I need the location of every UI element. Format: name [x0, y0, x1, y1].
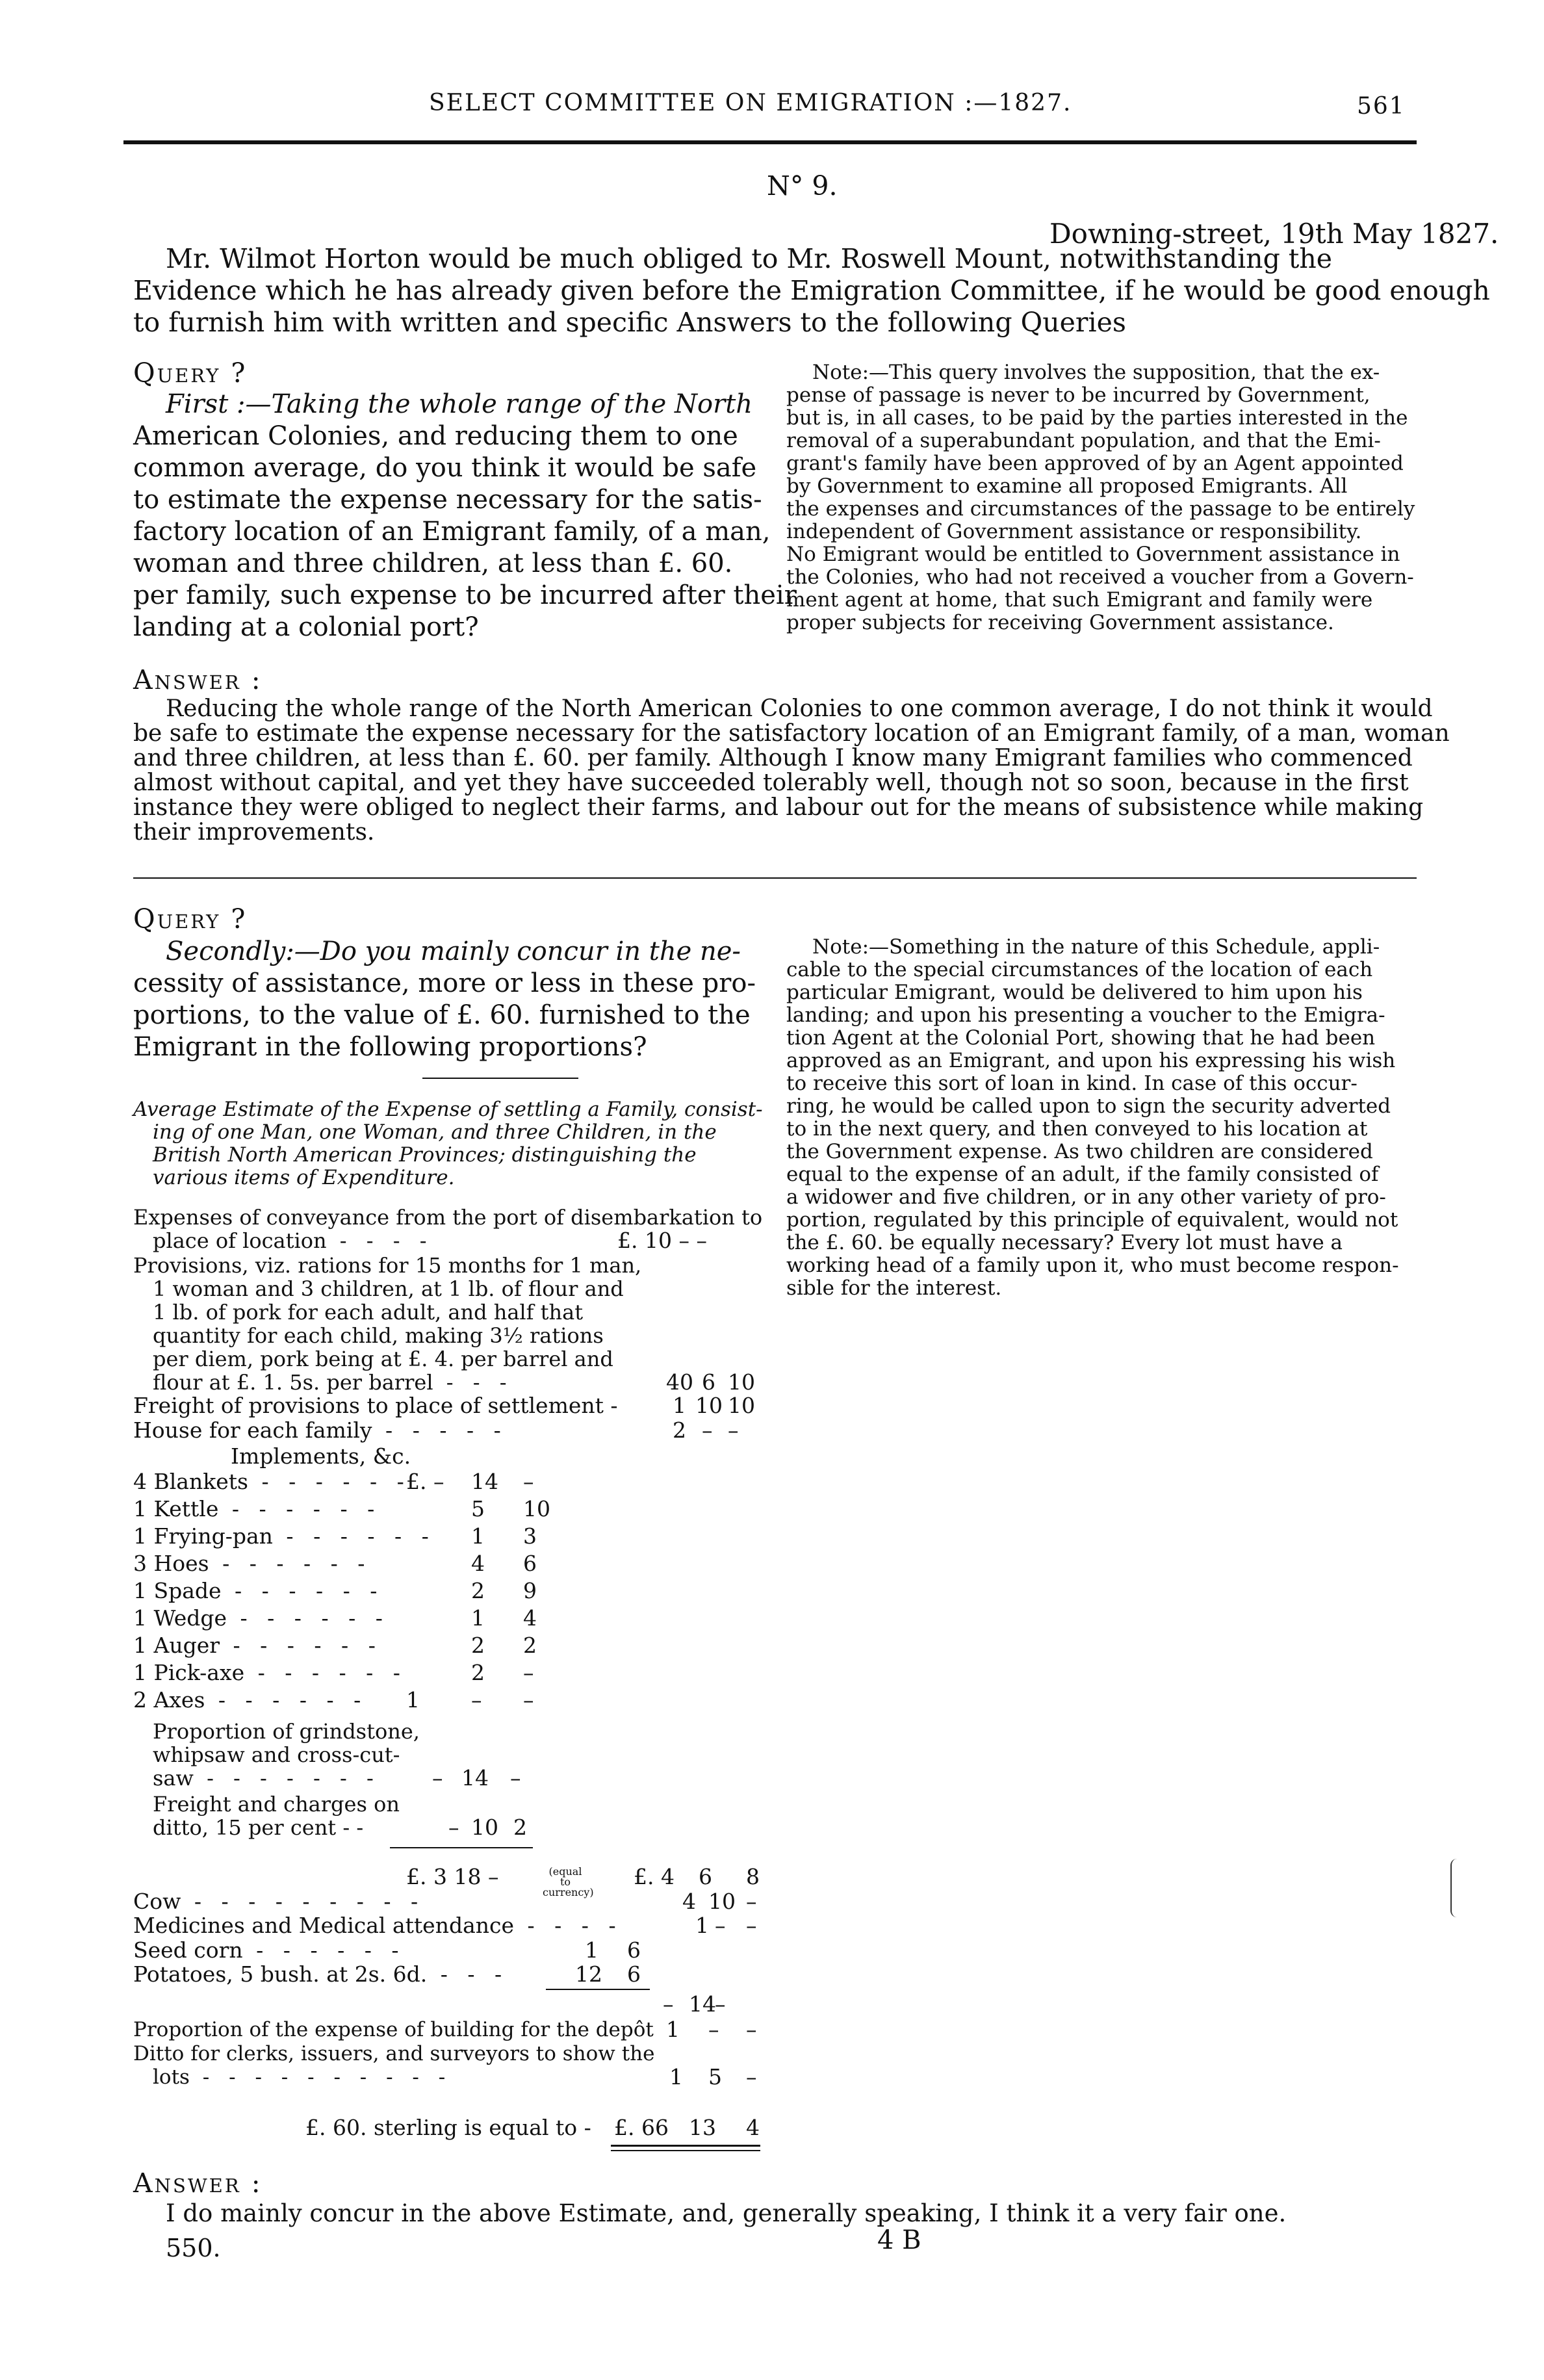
- answer-1-line: and three children, at less than £. 60. per family. Although I know many Emigrant families who commenced: [133, 745, 1413, 771]
- note-line: the Colonies, who had not received a voucher from a Govern-: [786, 565, 1414, 589]
- provisions-line: per diem, pork being at £. 4. per barrel and: [153, 1347, 613, 1371]
- provisions-line: Provisions, viz. rations for 15 months for 1 man,: [133, 1253, 642, 1278]
- freight-charges-line: ditto, 15 per cent - -: [153, 1815, 364, 1840]
- implement-amount-d: –: [523, 1660, 534, 1685]
- provisions-line: quantity for each child, making 3½ rations: [153, 1323, 604, 1348]
- footer-number: 550.: [166, 2234, 221, 2262]
- seed-total-pounds: –: [663, 1991, 674, 2017]
- answer-2-text: I do mainly concur in the above Estimate, and, generally speaking, I think it a very fair one.: [166, 2199, 1287, 2227]
- freight-provisions-pounds: 1: [673, 1393, 686, 1418]
- depot-pence: –: [746, 2017, 757, 2042]
- clerks-line: Ditto for clerks, issuers, and surveyors to show the: [133, 2042, 655, 2065]
- freight-charges-label: ditto, 15 per cent: [153, 1815, 337, 1840]
- note-line: particular Emigrant, would be delivered to him upon his: [786, 981, 1363, 1004]
- note-line: to receive this sort of loan in kind. In case of this occur-: [786, 1072, 1357, 1095]
- implement-amount-s: 4: [471, 1551, 485, 1576]
- intro-line: to furnish him with written and specific Answers to the following Queries: [133, 307, 1126, 338]
- freight-charges-line: Freight and charges on: [153, 1792, 400, 1817]
- estimate-heading-line: ing of one Man, one Woman, and three Children, in the: [153, 1120, 717, 1144]
- query-1-note: [786, 361, 1417, 634]
- note-line: the Government expense. As two children are considered: [786, 1140, 1373, 1163]
- clerks-line: lots - - - - - - - - - -: [153, 2065, 452, 2089]
- subtotal-currency-pence: 8: [746, 1864, 760, 1889]
- implement-amount-l: £. –: [406, 1469, 444, 1494]
- query-1-line: landing at a colonial port?: [133, 612, 479, 642]
- query-2-line: Emigrant in the following proportions?: [133, 1032, 647, 1062]
- freight-provisions-label: Freight of provisions to place of settlement: [133, 1393, 604, 1418]
- implement-row: 4 Blankets - - - - - -: [133, 1469, 411, 1494]
- grindstone-line: whipsaw and cross-cut-: [153, 1742, 400, 1767]
- answer-1-line: be safe to estimate the expense necessary for the satisfactory location of an Emigrant family, of a man, woman: [133, 720, 1450, 747]
- clerks-pounds: 1: [669, 2064, 683, 2089]
- implement-amount-d: 2: [523, 1633, 537, 1658]
- estimate-heading: [133, 1098, 763, 1189]
- implement-row: 1 Pick-axe - - - - - -: [133, 1660, 407, 1685]
- implement-amount-l: 1: [406, 1687, 420, 1713]
- note-line: No Emigrant would be entitled to Government assistance in: [786, 543, 1400, 566]
- query-1-label: Query ?: [133, 357, 248, 389]
- header-rule: [123, 140, 1417, 144]
- implement-row: 3 Hoes - - - - - -: [133, 1551, 372, 1576]
- clerks-pence: –: [746, 2064, 757, 2089]
- seed-rule: [546, 1989, 650, 1990]
- note-line: proper subjects for receiving Government assistance.: [786, 611, 1334, 634]
- seed-corn-row: Seed corn - - - - - -: [133, 1937, 405, 1963]
- note-line: pense of passage is never to be incurred by Government,: [786, 383, 1370, 407]
- answer-1-line: Reducing the whole range of the North American Colonies to one common average, I do not think it would: [166, 695, 1433, 722]
- query-2-note: [786, 936, 1417, 1300]
- query-1-line: to estimate the expense necessary for the satis-: [133, 485, 762, 515]
- query-2-label: Query ?: [133, 903, 248, 935]
- freight-charges-item: [153, 1792, 400, 1839]
- grindstone-line: saw - - - - - - -: [153, 1766, 380, 1791]
- note-line: Note:—This query involves the supposition, that the ex-: [812, 361, 1380, 384]
- medicines-row: Medicines and Medical attendance - - - -: [133, 1913, 623, 1938]
- implement-amount-s: 1: [471, 1523, 485, 1549]
- freight-charges-pence: 2: [513, 1815, 527, 1840]
- conveyance-line: place of location - - - -: [153, 1228, 433, 1253]
- subtotal-equal-note: (equal to currency): [543, 1865, 594, 1898]
- implement-label: 1 Pick-axe: [133, 1660, 245, 1685]
- note-line: ment agent at home, that such Emigrant and family were: [786, 588, 1373, 612]
- implement-label: 3 Hoes: [133, 1551, 209, 1576]
- estimate-heading-line: British North American Provinces; distinguishing the: [153, 1143, 697, 1167]
- note-line: cable to the special circumstances of the location of each: [786, 958, 1373, 981]
- query-1-line: factory location of an Emigrant family, of a man,: [133, 517, 771, 547]
- note-line: the expenses and circumstances of the passage to be entirely: [786, 497, 1415, 521]
- note-line: portion, regulated by this principle of equivalent, would not: [786, 1208, 1398, 1232]
- conveyance-amount: £. 10 – –: [617, 1228, 707, 1253]
- provisions-item: [133, 1254, 641, 1394]
- total-rule: [611, 2145, 760, 2147]
- cow-label: Cow: [133, 1889, 181, 1914]
- note-line: landing; and upon his presenting a voucher to the Emigra-: [786, 1003, 1385, 1027]
- subtotal-rule: [390, 1847, 533, 1848]
- conveyance-label: place of location: [153, 1228, 327, 1253]
- query-2-text: [133, 936, 764, 1063]
- note-line: but is, in all cases, to be paid by the parties interested in the: [786, 406, 1408, 430]
- subtotal-sterling: £. 3 18 –: [406, 1864, 499, 1889]
- depot-shillings: –: [708, 2017, 719, 2042]
- freight-charges-shillings: 10: [471, 1815, 498, 1840]
- grindstone-label: saw: [153, 1766, 194, 1791]
- page-number: 561: [1357, 93, 1406, 120]
- implement-row: 1 Frying-pan - - - - - -: [133, 1523, 435, 1549]
- seed-total-shillings: 14: [689, 1991, 716, 2017]
- note-line: ring, he would be called upon to sign the security adverted: [786, 1094, 1391, 1118]
- cow-row: Cow - - - - - - - - -: [133, 1889, 425, 1914]
- medicines-pounds: 1: [695, 1913, 709, 1938]
- document-number: N° 9.: [767, 170, 838, 201]
- total-shillings: 13: [689, 2115, 716, 2140]
- medicines-pence: –: [746, 1913, 757, 1938]
- query-1-text: [133, 389, 797, 643]
- clerks-item: [133, 2042, 654, 2089]
- provisions-pounds: 40: [666, 1369, 693, 1395]
- margin-mark: [1450, 1859, 1463, 1917]
- answer-1-text: [133, 695, 1450, 846]
- running-header: SELECT COMMITTEE ON EMIGRATION :—1827.: [429, 90, 1072, 116]
- implement-label: 4 Blankets: [133, 1469, 248, 1494]
- date-line: Downing-street, 19th May 1827.: [1049, 218, 1499, 250]
- intro-line: Mr. Wilmot Horton would be much obliged to Mr. Roswell Mount, notwithstanding the: [166, 243, 1333, 274]
- implement-amount-d: 6: [523, 1551, 537, 1576]
- implement-amount-s: 5: [471, 1496, 485, 1521]
- implement-label: 1 Frying-pan: [133, 1523, 273, 1549]
- grindstone-shillings: 14: [461, 1765, 489, 1791]
- freight-provisions-row: Freight of provisions to place of settlement -: [133, 1393, 618, 1418]
- house-shillings: –: [702, 1417, 713, 1443]
- query-2-line: cessity of assistance, more or less in these pro-: [133, 968, 756, 998]
- seed-corn-shillings: 1: [585, 1937, 598, 1963]
- implement-amount-d: –: [523, 1687, 534, 1713]
- note-line: Note:—Something in the nature of this Schedule, appli-: [812, 935, 1380, 959]
- seed-corn-label: Seed corn: [133, 1937, 243, 1963]
- implement-row: 1 Auger - - - - - -: [133, 1633, 382, 1658]
- note-line: a widower and five children, or in any other variety of pro-: [786, 1185, 1386, 1209]
- query-1-line: First :—Taking the whole range of the North: [166, 389, 753, 419]
- note-line: approved as an Emigrant, and upon his expressing his wish: [786, 1049, 1396, 1072]
- query-1-line: woman and three children, at less than £. 60.: [133, 549, 733, 578]
- signature-mark: 4 B: [877, 2225, 921, 2255]
- grindstone-pence: –: [510, 1765, 521, 1791]
- implement-amount-s: 2: [471, 1660, 485, 1685]
- query-1-line: American Colonies, and reducing them to one: [133, 421, 738, 451]
- grindstone-item: [153, 1720, 420, 1790]
- potatoes-label: Potatoes, 5 bush. at 2s. 6d.: [133, 1961, 428, 1987]
- total-rule-double: [611, 2150, 760, 2151]
- implement-label: 1 Kettle: [133, 1496, 219, 1521]
- implement-amount-d: 4: [523, 1605, 537, 1631]
- freight-provisions-pence: 10: [728, 1393, 755, 1418]
- implement-row: 2 Axes - - - - - -: [133, 1687, 368, 1713]
- potatoes-shillings: 12: [575, 1961, 602, 1987]
- grindstone-line: Proportion of grindstone,: [153, 1719, 420, 1744]
- implement-amount-s: 2: [471, 1578, 485, 1603]
- provisions-line: flour at £. 1. 5s. per barrel - - -: [153, 1370, 513, 1395]
- house-pounds: 2: [673, 1417, 686, 1443]
- note-line: removal of a superabundant population, and that the Emi-: [786, 429, 1381, 452]
- query-2-line: Secondly:—Do you mainly concur in the ne-: [166, 937, 741, 966]
- query-1-line: common average, do you think it would be safe: [133, 453, 757, 483]
- note-line: independent of Government assistance or responsibility.: [786, 520, 1362, 543]
- implement-amount-d: 10: [523, 1496, 550, 1521]
- provisions-shillings: 6: [702, 1369, 715, 1395]
- seed-total-pence: –: [715, 1991, 726, 2017]
- cow-pounds: 4: [682, 1889, 696, 1914]
- subtotal-currency-pounds: £. 4: [634, 1864, 675, 1889]
- implement-amount-s: 2: [471, 1633, 485, 1658]
- total-label: £. 60. sterling is equal to: [305, 2115, 578, 2140]
- depot-pounds: 1: [666, 2017, 680, 2042]
- seed-corn-pence: 6: [627, 1937, 641, 1963]
- house-row: House for each family - - - - -: [133, 1417, 508, 1443]
- conveyance-line: Expenses of conveyance from the port of disembarkation to: [133, 1205, 763, 1230]
- answer-1-line: almost without capital, and yet they have succeeded tolerably well, though not so soon, because in the first: [133, 770, 1409, 796]
- answer-1-label: Answer :: [133, 664, 263, 695]
- grindstone-pounds: –: [432, 1765, 443, 1791]
- implement-label: 2 Axes: [133, 1687, 205, 1713]
- answer-1-line: instance they were obliged to neglect their farms, and labour out for the means of subsistence while making: [133, 794, 1424, 821]
- provisions-label: flour at £. 1. 5s. per barrel: [153, 1370, 433, 1395]
- note-line: to in the next query, and then conveyed to his location at: [786, 1117, 1368, 1141]
- answer-2-label: Answer :: [133, 2167, 263, 2199]
- implement-amount-d: 9: [523, 1578, 537, 1603]
- provisions-line: 1 lb. of pork for each adult, and half that: [153, 1300, 584, 1325]
- implement-label: 1 Auger: [133, 1633, 220, 1658]
- note-line: the £. 60. be equally necessary? Every lot must have a: [786, 1231, 1343, 1254]
- note-line: tion Agent at the Colonial Port, showing that he had been: [786, 1026, 1376, 1050]
- implement-row: 1 Kettle - - - - - -: [133, 1496, 381, 1521]
- house-label: House for each family: [133, 1417, 372, 1443]
- estimate-heading-line: various items of Expenditure.: [153, 1166, 455, 1189]
- implements-heading: Implements, &c.: [231, 1443, 411, 1469]
- subtotal-currency-shillings: 6: [699, 1864, 712, 1889]
- implements-list: [133, 1469, 550, 1717]
- note-line: working head of a family upon it, who must become respon-: [786, 1254, 1399, 1277]
- depot-row: Proportion of the expense of building for the depôt: [133, 2018, 654, 2041]
- implement-amount-s: 1: [471, 1605, 485, 1631]
- section-divider: [133, 877, 1417, 879]
- total-pence: 4: [746, 2115, 760, 2140]
- freight-provisions-shillings: 10: [695, 1393, 723, 1418]
- implement-amount-d: 3: [523, 1523, 537, 1549]
- total-pounds: £. 66: [614, 2115, 669, 2140]
- freight-charges-pounds: –: [448, 1815, 459, 1840]
- implement-label: 1 Spade: [133, 1578, 222, 1603]
- note-line: by Government to examine all proposed Emigrants. All: [786, 474, 1348, 498]
- medicines-label: Medicines and Medical attendance: [133, 1913, 515, 1938]
- cow-shillings: 10: [708, 1889, 736, 1914]
- house-pence: –: [728, 1417, 739, 1443]
- implement-row: 1 Spade - - - - - -: [133, 1578, 384, 1603]
- estimate-heading-line: Average Estimate of the Expense of settling a Family, consist-: [133, 1098, 763, 1121]
- implement-amount-s: –: [471, 1687, 482, 1713]
- total-row: £. 60. sterling is equal to -: [305, 2115, 591, 2140]
- answer-1-line: their improvements.: [133, 819, 375, 846]
- provisions-line: 1 woman and 3 children, at 1 lb. of flour and: [153, 1276, 624, 1301]
- clerks-label: lots: [153, 2065, 190, 2089]
- potatoes-row: Potatoes, 5 bush. at 2s. 6d. - - -: [133, 1961, 509, 1987]
- short-rule: [422, 1078, 578, 1079]
- cow-pence: –: [746, 1889, 757, 1914]
- implement-label: 1 Wedge: [133, 1605, 227, 1631]
- intro-line: Evidence which he has already given before the Emigration Committee, if he would be good enough: [133, 275, 1490, 306]
- implement-amount-s: 14: [471, 1469, 498, 1494]
- query-2-line: portions, to the value of £. 60. furnished to the: [133, 1000, 751, 1030]
- query-1-line: per family, such expense to be incurred after their: [133, 580, 797, 610]
- intro-paragraph: [133, 243, 1490, 339]
- potatoes-pence: 6: [627, 1961, 641, 1987]
- note-line: sible for the interest.: [786, 1276, 1002, 1300]
- note-line: grant's family have been approved of by an Agent appointed: [786, 452, 1404, 475]
- note-line: equal to the expense of an adult, if the family consisted of: [786, 1163, 1379, 1186]
- medicines-shillings: –: [715, 1913, 726, 1938]
- provisions-pence: 10: [728, 1369, 755, 1395]
- implement-row: 1 Wedge - - - - - -: [133, 1605, 389, 1631]
- implement-amount-d: –: [523, 1469, 534, 1494]
- clerks-shillings: 5: [708, 2064, 722, 2089]
